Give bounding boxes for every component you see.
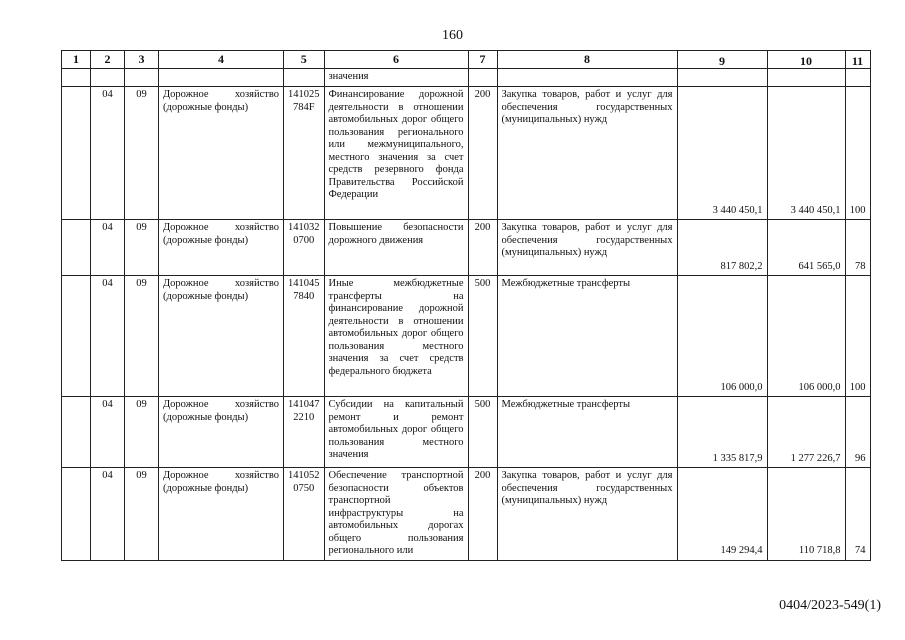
document-code: 0404/2023-549(1) <box>779 598 881 613</box>
section-name: Дорожное хозяйство (дорожные фонды) <box>159 87 284 220</box>
table-row <box>62 276 871 397</box>
header-col-7: 7 <box>468 51 497 69</box>
executed-amount: 3 440 450,1 <box>767 87 845 220</box>
target-article-code: 141025 784F <box>284 87 325 220</box>
expense-type-name: Закупка товаров, работ и услуг для обеспечения государственных (муниципальных) нужд <box>497 87 677 220</box>
planned-amount: 149 294,4 <box>677 468 767 561</box>
expense-type-name: Межбюджетные трансферты <box>497 276 677 397</box>
continuation-text: значения <box>324 69 468 87</box>
section-name: Дорожное хозяйство (дорожные фонды) <box>159 276 284 397</box>
header-col-5: 5 <box>284 51 325 69</box>
table-row <box>62 468 871 561</box>
planned-amount: 106 000,0 <box>677 276 767 397</box>
page-number: 160 <box>442 28 463 43</box>
header-col-2: 2 <box>91 51 125 69</box>
subsection-code: 09 <box>125 397 159 468</box>
header-col-8: 8 <box>497 51 677 69</box>
expense-type-name: Межбюджетные трансферты <box>497 397 677 468</box>
header-col-3: 3 <box>125 51 159 69</box>
executed-amount: 1 277 226,7 <box>767 397 845 468</box>
header-row <box>62 51 871 69</box>
execution-percent: 100 <box>845 276 870 397</box>
section-name: Дорожное хозяйство (дорожные фонды) <box>159 468 284 561</box>
target-article-code: 141045 7840 <box>284 276 325 397</box>
execution-percent: 96 <box>845 397 870 468</box>
section-name: Дорожное хозяйство (дорожные фонды) <box>159 397 284 468</box>
section-code: 04 <box>91 397 125 468</box>
table-row <box>62 87 871 220</box>
budget-table <box>61 50 871 561</box>
expense-type-code: 500 <box>468 276 497 397</box>
expense-description: Обеспечение транспортной безопасности объектов транспортной инфраструктуры на автомобильных дорогах общего пользования регионального или <box>324 468 468 561</box>
section-code: 04 <box>91 220 125 276</box>
expense-description: Повышение безопасности дорожного движения <box>324 220 468 276</box>
section-code: 04 <box>91 87 125 220</box>
header-col-11: 11 <box>845 51 870 69</box>
target-article-code: 141052 0750 <box>284 468 325 561</box>
execution-percent: 100 <box>845 87 870 220</box>
table-row <box>62 220 871 276</box>
expense-type-code: 200 <box>468 468 497 561</box>
executed-amount: 106 000,0 <box>767 276 845 397</box>
executed-amount: 110 718,8 <box>767 468 845 561</box>
execution-percent: 78 <box>845 220 870 276</box>
planned-amount: 3 440 450,1 <box>677 87 767 220</box>
subsection-code: 09 <box>125 220 159 276</box>
expense-type-code: 500 <box>468 397 497 468</box>
expense-type-name: Закупка товаров, работ и услуг для обеспечения государственных (муниципальных) нужд <box>497 220 677 276</box>
expense-type-code: 200 <box>468 87 497 220</box>
expense-description: Субсидии на капитальный ремонт и ремонт автомобильных дорог общего пользования местного значения <box>324 397 468 468</box>
continuation-row <box>62 69 871 87</box>
section-name: Дорожное хозяйство (дорожные фонды) <box>159 220 284 276</box>
execution-percent: 74 <box>845 468 870 561</box>
header-col-4: 4 <box>159 51 284 69</box>
header-col-10: 10 <box>767 51 845 69</box>
subsection-code: 09 <box>125 276 159 397</box>
expense-type-code: 200 <box>468 220 497 276</box>
header-col-6: 6 <box>324 51 468 69</box>
planned-amount: 817 802,2 <box>677 220 767 276</box>
header-col-1: 1 <box>62 51 91 69</box>
table-row <box>62 397 871 468</box>
target-article-code: 141047 2210 <box>284 397 325 468</box>
expense-description: Иные межбюджетные трансферты на финансирование дорожной деятельности в отношении автомобильных дорог общего пользования местного значения за счет средств федерального бюджета <box>324 276 468 397</box>
section-code: 04 <box>91 468 125 561</box>
executed-amount: 641 565,0 <box>767 220 845 276</box>
section-code: 04 <box>91 276 125 397</box>
subsection-code: 09 <box>125 87 159 220</box>
header-col-9: 9 <box>677 51 767 69</box>
subsection-code: 09 <box>125 468 159 561</box>
expense-description: Финансирование дорожной деятельности в отношении автомобильных дорог общего пользования регионального или межмуниципального, местного значения за счет средств резервного фонда Правительства Российской Федерации <box>324 87 468 220</box>
expense-type-name: Закупка товаров, работ и услуг для обеспечения государственных (муниципальных) нужд <box>497 468 677 561</box>
planned-amount: 1 335 817,9 <box>677 397 767 468</box>
target-article-code: 141032 0700 <box>284 220 325 276</box>
